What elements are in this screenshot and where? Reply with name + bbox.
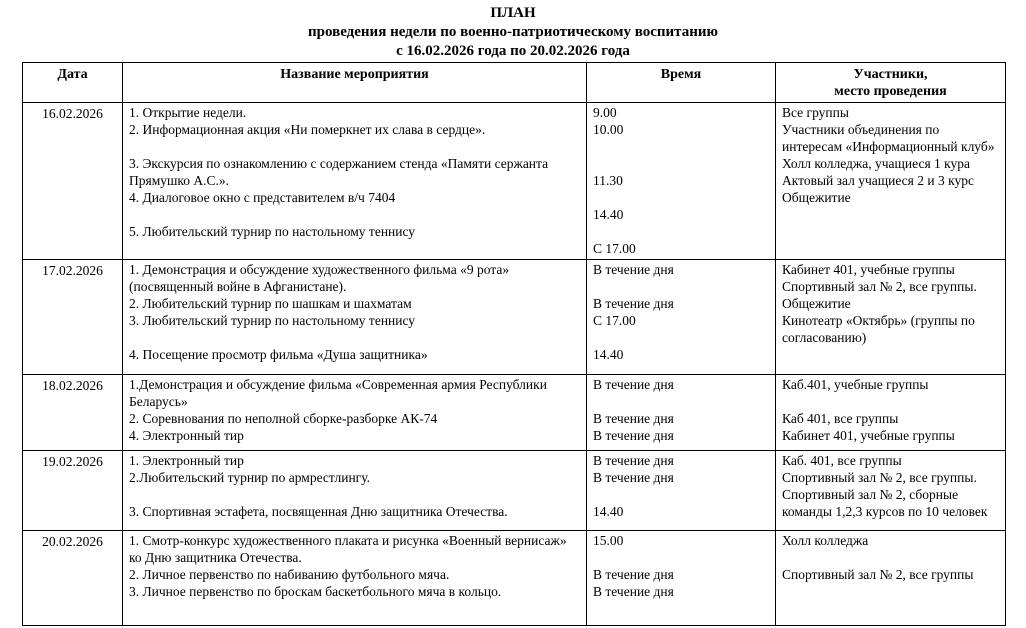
text-line: 4. Посещение просмотр фильма «Душа защитника» — [129, 347, 428, 362]
text-line: 1. Открытие недели. — [129, 105, 247, 120]
column-header-time: Время — [587, 63, 776, 103]
text-line: 9.00 — [593, 105, 617, 120]
column-header-participants — [776, 63, 1006, 103]
column-header-event: Название мероприятия — [123, 63, 587, 103]
date-cell: 19.02.2026 — [23, 451, 123, 531]
text-line: 3. Экскурсия по ознакомлению с содержанием стенда «Памяти сержанта Прямушко А.С.». — [129, 156, 549, 188]
time-cell — [587, 531, 776, 626]
events-cell — [123, 531, 587, 626]
text-line: Общежитие — [782, 296, 851, 311]
title-line-3: с 16.02.2026 года по 20.02.2026 года — [396, 43, 630, 59]
text-line: 1.Демонстрация и обсуждение фильма «Современная армия Республики Беларусь» — [129, 377, 547, 409]
time-cell — [587, 375, 776, 451]
text-line: 1. Демонстрация и обсуждение художественного фильма «9 рота» (посвященный войне в Афганистане). — [129, 262, 510, 294]
plan-table — [22, 62, 1006, 626]
table-row — [23, 103, 1006, 260]
text-line: 15.00 — [593, 533, 624, 548]
text-line: Общежитие — [782, 190, 851, 205]
text-line: Спортивный зал № 2, сборные команды 1,2,3 курсов по 10 человек — [782, 487, 988, 519]
date-cell: 17.02.2026 — [23, 260, 123, 375]
text-line — [593, 223, 769, 240]
text-line: 5. Любительский турнир по настольному теннису — [129, 224, 416, 239]
text-line: Кабинет 401, учебные группы — [782, 262, 955, 277]
events-cell — [123, 260, 587, 375]
text-line: Холл колледжа, учащиеся 1 кура — [782, 156, 971, 171]
text-line — [129, 486, 580, 503]
table-row — [23, 451, 1006, 531]
text-line: 3. Спортивная эстафета, посвященная Дню защитника Отечества. — [129, 504, 508, 519]
text-line: В течение дня — [593, 411, 674, 426]
date-cell: 18.02.2026 — [23, 375, 123, 451]
text-line: Актовый зал учащиеся 2 и 3 курс — [782, 173, 974, 188]
text-line: С 17.00 — [593, 313, 636, 328]
text-line: Каб. 401, все группы — [782, 453, 902, 468]
text-line: В течение дня — [593, 296, 674, 311]
text-line — [782, 393, 999, 410]
date-cell: 16.02.2026 — [23, 103, 123, 260]
text-line: В течение дня — [593, 262, 674, 277]
time-cell — [587, 451, 776, 531]
text-line — [782, 549, 999, 566]
participants-cell — [776, 531, 1006, 626]
column-header-participants-line2: место проведения — [834, 84, 947, 99]
table-header-row — [23, 63, 1006, 103]
text-line: Спортивный зал № 2, все группы — [782, 567, 974, 582]
date-cell: 20.02.2026 — [23, 531, 123, 626]
participants-cell — [776, 103, 1006, 260]
text-line: 4. Диалоговое окно с представителем в/ч 7404 — [129, 190, 396, 205]
text-line: 1. Электронный тир — [129, 453, 244, 468]
text-line: В течение дня — [593, 584, 674, 599]
text-line — [593, 549, 769, 566]
text-line — [593, 278, 769, 295]
text-line: 10.00 — [593, 122, 624, 137]
table-row — [23, 260, 1006, 375]
text-line: Все группы — [782, 105, 849, 120]
text-line: 11.30 — [593, 173, 623, 188]
title-line-2: проведения недели по военно-патриотическому воспитанию — [308, 24, 718, 40]
text-line — [593, 329, 769, 346]
text-line: 4. Электронный тир — [129, 428, 244, 443]
column-header-date: Дата — [23, 63, 123, 103]
text-line: Участники объединения по интересам «Информационный клуб» — [782, 122, 995, 154]
text-line: 3. Любительский турнир по настольному теннису — [129, 313, 416, 328]
text-line — [129, 206, 580, 223]
text-line: Спортивный зал № 2, все группы. — [782, 279, 977, 294]
time-cell — [587, 103, 776, 260]
text-line: 3. Личное первенство по броскам баскетбольного мяча в кольцо. — [129, 584, 502, 599]
text-line — [129, 329, 580, 346]
text-line: Спортивный зал № 2, все группы. — [782, 470, 977, 485]
text-line — [593, 155, 769, 172]
text-line — [593, 486, 769, 503]
table-row — [23, 531, 1006, 626]
text-line: 14.40 — [593, 347, 624, 362]
text-line: В течение дня — [593, 470, 674, 485]
text-line: 2.Любительский турнир по армрестлингу. — [129, 470, 370, 485]
text-line — [593, 393, 769, 410]
text-line: 2. Любительский турнир по шашкам и шахматам — [129, 296, 412, 311]
text-line: Кинотеатр «Октябрь» (группы по согласованию) — [782, 313, 975, 345]
text-line — [593, 189, 769, 206]
text-line: Каб 401, все группы — [782, 411, 899, 426]
events-cell — [123, 103, 587, 260]
text-line — [593, 138, 769, 155]
text-line: Холл колледжа — [782, 533, 869, 548]
participants-cell — [776, 451, 1006, 531]
events-cell — [123, 451, 587, 531]
text-line: 2. Личное первенство по набиванию футбольного мяча. — [129, 567, 450, 582]
text-line: В течение дня — [593, 453, 674, 468]
text-line: В течение дня — [593, 428, 674, 443]
participants-cell — [776, 375, 1006, 451]
text-line: 14.40 — [593, 504, 624, 519]
participants-cell — [776, 260, 1006, 375]
text-line: 2. Информационная акция «Ни померкнет их слава в сердце». — [129, 122, 486, 137]
text-line: 2. Соревнования по неполной сборке-разборке АК-74 — [129, 411, 438, 426]
text-line: Кабинет 401, учебные группы — [782, 428, 955, 443]
text-line: 1. Смотр-конкурс художественного плаката и рисунка «Военный вернисаж» ко Дню защитника Отечества. — [129, 533, 567, 565]
events-cell — [123, 375, 587, 451]
table-row — [23, 375, 1006, 451]
text-line: С 17.00 — [593, 241, 636, 256]
column-header-participants-line1: Участники, — [853, 67, 928, 82]
text-line: В течение дня — [593, 377, 674, 392]
document-title — [0, 4, 1026, 61]
time-cell — [587, 260, 776, 375]
text-line — [129, 138, 580, 155]
title-line-1: ПЛАН — [490, 5, 536, 21]
text-line: Каб.401, учебные группы — [782, 377, 929, 392]
text-line: В течение дня — [593, 567, 674, 582]
text-line: 14.40 — [593, 207, 624, 222]
